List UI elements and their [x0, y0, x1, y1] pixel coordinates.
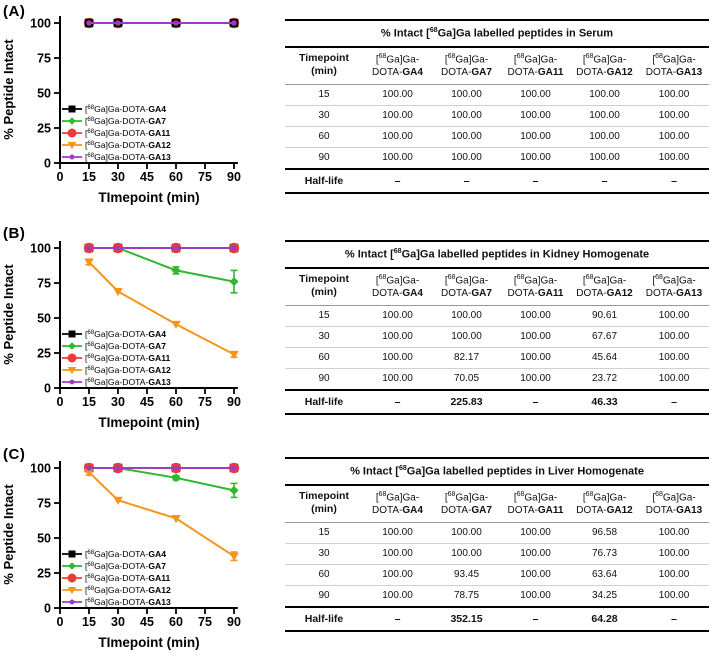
half-life-row	[285, 169, 709, 193]
svg-text:90: 90	[227, 170, 241, 184]
col-header-GA4: [$^{68}$Ga]Ga- DOTA-GA4	[363, 268, 432, 306]
svg-text:[68Ga]Ga-DOTA-GA11: [$^{68}$Ga]Ga-DOTA-GA11	[85, 128, 171, 138]
legend-item-GA13	[62, 377, 171, 387]
cell-half-life: 46.33	[570, 390, 639, 414]
cell-timepoint: 15	[285, 84, 363, 105]
cell-value: 34.25	[570, 585, 639, 607]
svg-text:[68Ga]Ga-DOTA-GA4: [$^{68}$Ga]Ga-DOTA-GA4	[85, 104, 167, 114]
table-row-15	[285, 305, 709, 326]
legend-item-GA11	[62, 128, 171, 138]
x-axis-label: TImepoint (min)	[98, 415, 200, 430]
legend-item-GA12	[62, 585, 171, 595]
half-life-label: Half-life	[285, 607, 363, 631]
cell-value: 100.00	[639, 326, 709, 347]
cell-value: 100.00	[570, 84, 639, 105]
panel-serum	[0, 0, 715, 218]
legend-item-GA12	[62, 140, 171, 150]
col-header-GA12: [$^{68}$Ga]Ga- DOTA-GA12	[570, 268, 639, 306]
svg-text:75: 75	[198, 395, 212, 409]
y-axis-label: % Peptide Intact	[1, 264, 16, 365]
legend-item-GA7	[62, 561, 166, 571]
svg-text:60: 60	[169, 395, 183, 409]
cell-value: 100.00	[501, 564, 570, 585]
table-row-30	[285, 105, 709, 126]
panel-label-a: (A)	[3, 3, 26, 20]
cell-value: 100.00	[501, 522, 570, 543]
svg-text:15: 15	[82, 615, 96, 629]
col-header-GA11: [$^{68}$Ga]Ga- DOTA-GA11	[501, 47, 570, 85]
table-row-60	[285, 126, 709, 147]
svg-text:[68Ga]Ga-DOTA-GA13: [$^{68}$Ga]Ga-DOTA-GA13	[85, 597, 171, 607]
legend-item-GA7	[62, 116, 166, 126]
table-row-90	[285, 147, 709, 169]
svg-text:[68Ga]Ga-DOTA-GA11: [$^{68}$Ga]Ga-DOTA-GA11	[85, 573, 171, 583]
svg-text:60: 60	[169, 615, 183, 629]
legend	[62, 329, 171, 387]
legend-item-GA4	[62, 329, 166, 339]
cell-value: 100.00	[363, 147, 432, 169]
stability-table	[285, 457, 709, 632]
table-header-row	[285, 47, 709, 85]
col-header-timepoint: Timepoint (min)	[285, 485, 363, 523]
panel-liver	[0, 437, 715, 656]
kidney-stability-chart	[0, 225, 252, 444]
cell-value: 100.00	[570, 147, 639, 169]
serum-stability-chart	[0, 0, 252, 219]
kidney-stability-table-wrap	[285, 240, 709, 415]
svg-text:30: 30	[111, 615, 125, 629]
table-row-15	[285, 84, 709, 105]
legend	[62, 549, 171, 607]
x-axis-label: TImepoint (min)	[98, 190, 200, 205]
svg-text:45: 45	[140, 615, 154, 629]
x-axis-label: TImepoint (min)	[98, 635, 200, 650]
cell-value: 93.45	[432, 564, 501, 585]
panel-label-c: (C)	[3, 446, 26, 463]
cell-value: 100.00	[363, 564, 432, 585]
legend-item-GA11	[62, 573, 171, 583]
table-row-30	[285, 543, 709, 564]
cell-value: 100.00	[639, 105, 709, 126]
col-header-GA4: [$^{68}$Ga]Ga- DOTA-GA4	[363, 47, 432, 85]
cell-value: 78.75	[432, 585, 501, 607]
table-row-90	[285, 368, 709, 390]
cell-value: 100.00	[432, 305, 501, 326]
half-life-label: Half-life	[285, 390, 363, 414]
cell-timepoint: 90	[285, 585, 363, 607]
cell-value: 100.00	[432, 326, 501, 347]
cell-half-life: –	[570, 169, 639, 193]
cell-value: 63.64	[570, 564, 639, 585]
cell-value: 100.00	[639, 368, 709, 390]
col-header-timepoint: Timepoint (min)	[285, 47, 363, 85]
cell-value: 100.00	[363, 105, 432, 126]
cell-value: 100.00	[639, 585, 709, 607]
svg-text:[68Ga]Ga-DOTA-GA13: [$^{68}$Ga]Ga-DOTA-GA13	[85, 152, 171, 162]
cell-half-life: 64.28	[570, 607, 639, 631]
cell-value: 82.17	[432, 347, 501, 368]
cell-timepoint: 15	[285, 522, 363, 543]
table-row-60	[285, 564, 709, 585]
col-header-timepoint: Timepoint (min)	[285, 268, 363, 306]
svg-text:100: 100	[30, 16, 51, 31]
table-title-row	[285, 20, 709, 47]
cell-timepoint: 30	[285, 326, 363, 347]
svg-text:100: 100	[30, 241, 51, 256]
cell-value: 100.00	[501, 305, 570, 326]
cell-half-life: –	[432, 169, 501, 193]
svg-text:[68Ga]Ga-DOTA-GA4: [$^{68}$Ga]Ga-DOTA-GA4	[85, 329, 167, 339]
series-GA12	[84, 469, 239, 561]
cell-half-life: –	[501, 607, 570, 631]
cell-value: 100.00	[363, 543, 432, 564]
cell-value: 100.00	[639, 522, 709, 543]
cell-value: 100.00	[639, 305, 709, 326]
cell-timepoint: 60	[285, 564, 363, 585]
svg-text:60: 60	[169, 170, 183, 184]
cell-value: 100.00	[639, 84, 709, 105]
cell-half-life: –	[501, 390, 570, 414]
panel-label-b: (B)	[3, 225, 26, 242]
svg-text:50: 50	[37, 311, 51, 326]
svg-text:50: 50	[37, 86, 51, 101]
table-header-row	[285, 268, 709, 306]
cell-value: 100.00	[639, 147, 709, 169]
cell-value: 100.00	[363, 305, 432, 326]
svg-text:0: 0	[44, 601, 51, 616]
legend-item-GA11	[62, 353, 171, 363]
cell-half-life: –	[639, 390, 709, 414]
cell-value: 100.00	[501, 147, 570, 169]
cell-timepoint: 15	[285, 305, 363, 326]
cell-value: 96.58	[570, 522, 639, 543]
col-header-GA7: [$^{68}$Ga]Ga- DOTA-GA7	[432, 268, 501, 306]
panel-kidney	[0, 218, 715, 437]
legend-item-GA4	[62, 104, 166, 114]
col-header-GA7: [$^{68}$Ga]Ga- DOTA-GA7	[432, 47, 501, 85]
svg-text:[68Ga]Ga-DOTA-GA12: [$^{68}$Ga]Ga-DOTA-GA12	[85, 585, 171, 595]
cell-value: 100.00	[501, 368, 570, 390]
cell-value: 100.00	[501, 126, 570, 147]
legend-item-GA12	[62, 365, 171, 375]
svg-text:15: 15	[82, 395, 96, 409]
svg-text:[68Ga]Ga-DOTA-GA7: [$^{68}$Ga]Ga-DOTA-GA7	[85, 116, 167, 126]
cell-value: 100.00	[432, 105, 501, 126]
svg-text:75: 75	[37, 51, 51, 66]
cell-value: 100.00	[432, 84, 501, 105]
cell-value: 100.00	[501, 585, 570, 607]
cell-half-life: –	[639, 607, 709, 631]
serum-stability-table-wrap	[285, 19, 709, 194]
svg-text:90: 90	[227, 395, 241, 409]
cell-value: 100.00	[432, 126, 501, 147]
table-title: % Intact [$^{68}$Ga]Ga labelled peptides in Kidney Homogenate	[285, 241, 709, 268]
svg-text:0: 0	[56, 395, 64, 409]
cell-value: 76.73	[570, 543, 639, 564]
cell-value: 100.00	[639, 564, 709, 585]
cell-half-life: –	[363, 390, 432, 414]
cell-value: 100.00	[363, 326, 432, 347]
cell-value: 100.00	[432, 522, 501, 543]
cell-value: 67.67	[570, 326, 639, 347]
cell-value: 100.00	[501, 543, 570, 564]
svg-text:0: 0	[56, 615, 64, 629]
liver-stability-chart	[0, 445, 252, 656]
half-life-row	[285, 390, 709, 414]
svg-text:30: 30	[111, 395, 125, 409]
cell-value: 100.00	[639, 126, 709, 147]
cell-half-life: 225.83	[432, 390, 501, 414]
cell-half-life: –	[363, 607, 432, 631]
legend-item-GA13	[62, 597, 171, 607]
stability-table	[285, 19, 709, 194]
svg-text:25: 25	[37, 346, 51, 361]
svg-text:50: 50	[37, 531, 51, 546]
cell-timepoint: 30	[285, 543, 363, 564]
svg-text:45: 45	[140, 395, 154, 409]
cell-value: 45.64	[570, 347, 639, 368]
table-title-row	[285, 458, 709, 485]
svg-text:0: 0	[44, 156, 51, 171]
cell-value: 100.00	[363, 368, 432, 390]
svg-text:25: 25	[37, 566, 51, 581]
table-row-60	[285, 347, 709, 368]
legend-item-GA4	[62, 549, 166, 559]
series-GA13	[86, 245, 237, 251]
series-GA13	[86, 465, 237, 471]
svg-text:45: 45	[140, 170, 154, 184]
cell-value: 100.00	[639, 347, 709, 368]
cell-value: 100.00	[363, 522, 432, 543]
svg-text:90: 90	[227, 615, 241, 629]
svg-text:[68Ga]Ga-DOTA-GA4: [$^{68}$Ga]Ga-DOTA-GA4	[85, 549, 167, 559]
table-title: % Intact [$^{68}$Ga]Ga labelled peptides in Serum	[285, 20, 709, 47]
table-row-30	[285, 326, 709, 347]
cell-value: 100.00	[501, 347, 570, 368]
svg-text:75: 75	[198, 170, 212, 184]
liver-stability-table-wrap	[285, 457, 709, 632]
table-title: % Intact [$^{68}$Ga]Ga labelled peptides in Liver Homogenate	[285, 458, 709, 485]
col-header-GA11: [$^{68}$Ga]Ga- DOTA-GA11	[501, 268, 570, 306]
col-header-GA4: [$^{68}$Ga]Ga- DOTA-GA4	[363, 485, 432, 523]
y-axis-label: % Peptide Intact	[1, 484, 16, 585]
svg-text:[68Ga]Ga-DOTA-GA11: [$^{68}$Ga]Ga-DOTA-GA11	[85, 353, 171, 363]
cell-value: 100.00	[432, 543, 501, 564]
cell-value: 23.72	[570, 368, 639, 390]
cell-value: 70.05	[432, 368, 501, 390]
cell-half-life: –	[639, 169, 709, 193]
cell-timepoint: 90	[285, 147, 363, 169]
cell-value: 100.00	[432, 147, 501, 169]
svg-text:[68Ga]Ga-DOTA-GA7: [$^{68}$Ga]Ga-DOTA-GA7	[85, 341, 167, 351]
legend	[62, 104, 171, 162]
legend-item-GA13	[62, 152, 171, 162]
svg-text:75: 75	[198, 615, 212, 629]
cell-value: 100.00	[501, 105, 570, 126]
svg-text:[68Ga]Ga-DOTA-GA13: [$^{68}$Ga]Ga-DOTA-GA13	[85, 377, 171, 387]
svg-text:25: 25	[37, 121, 51, 136]
series-GA7	[85, 244, 239, 293]
legend-item-GA7	[62, 341, 166, 351]
stability-table	[285, 240, 709, 415]
cell-half-life: –	[363, 169, 432, 193]
svg-text:0: 0	[56, 170, 64, 184]
svg-text:[68Ga]Ga-DOTA-GA7: [$^{68}$Ga]Ga-DOTA-GA7	[85, 561, 167, 571]
cell-value: 100.00	[501, 84, 570, 105]
col-header-GA12: [$^{68}$Ga]Ga- DOTA-GA12	[570, 485, 639, 523]
svg-text:[68Ga]Ga-DOTA-GA12: [$^{68}$Ga]Ga-DOTA-GA12	[85, 365, 171, 375]
cell-value: 100.00	[363, 347, 432, 368]
table-title-row	[285, 241, 709, 268]
col-header-GA13: [$^{68}$Ga]Ga- DOTA-GA13	[639, 47, 709, 85]
svg-text:75: 75	[37, 496, 51, 511]
half-life-label: Half-life	[285, 169, 363, 193]
series-GA13	[86, 20, 237, 26]
cell-value: 100.00	[363, 84, 432, 105]
col-header-GA7: [$^{68}$Ga]Ga- DOTA-GA7	[432, 485, 501, 523]
cell-half-life: 352.15	[432, 607, 501, 631]
cell-timepoint: 90	[285, 368, 363, 390]
y-axis-label: % Peptide Intact	[1, 39, 16, 140]
cell-value: 100.00	[639, 543, 709, 564]
table-row-90	[285, 585, 709, 607]
svg-text:0: 0	[44, 381, 51, 396]
cell-timepoint: 30	[285, 105, 363, 126]
cell-value: 100.00	[570, 126, 639, 147]
cell-half-life: –	[501, 169, 570, 193]
cell-timepoint: 60	[285, 347, 363, 368]
table-row-15	[285, 522, 709, 543]
cell-timepoint: 60	[285, 126, 363, 147]
svg-text:75: 75	[37, 276, 51, 291]
cell-value: 100.00	[363, 126, 432, 147]
svg-text:15: 15	[82, 170, 96, 184]
cell-value: 100.00	[363, 585, 432, 607]
svg-text:100: 100	[30, 461, 51, 476]
cell-value: 100.00	[570, 105, 639, 126]
table-header-row	[285, 485, 709, 523]
col-header-GA13: [$^{68}$Ga]Ga- DOTA-GA13	[639, 485, 709, 523]
half-life-row	[285, 607, 709, 631]
cell-value: 100.00	[501, 326, 570, 347]
svg-text:30: 30	[111, 170, 125, 184]
svg-text:[68Ga]Ga-DOTA-GA12: [$^{68}$Ga]Ga-DOTA-GA12	[85, 140, 171, 150]
col-header-GA13: [$^{68}$Ga]Ga- DOTA-GA13	[639, 268, 709, 306]
col-header-GA12: [$^{68}$Ga]Ga- DOTA-GA12	[570, 47, 639, 85]
col-header-GA11: [$^{68}$Ga]Ga- DOTA-GA11	[501, 485, 570, 523]
cell-value: 90.61	[570, 305, 639, 326]
